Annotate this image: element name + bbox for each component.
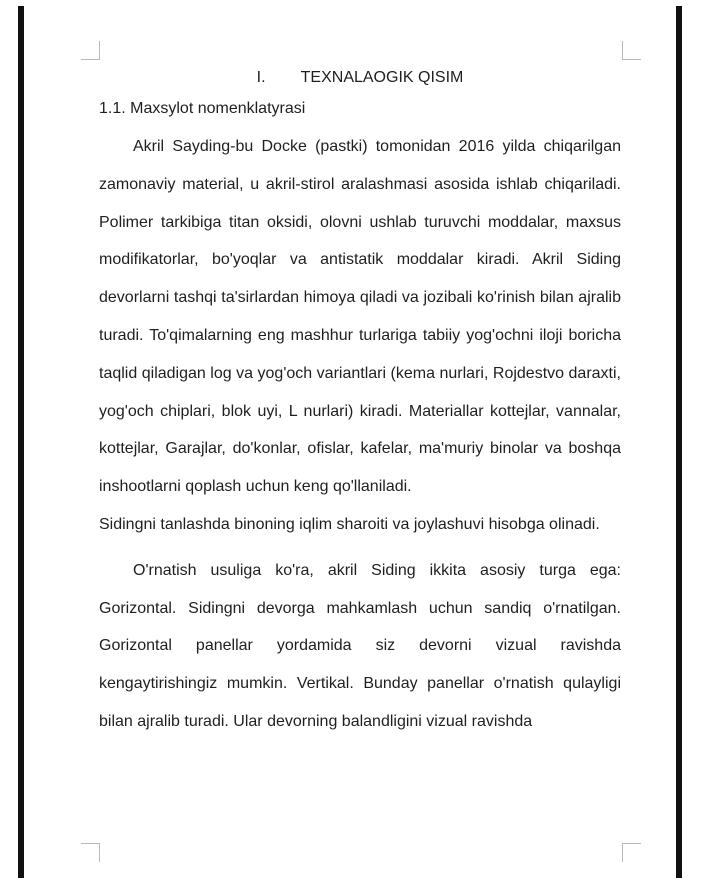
section-title: TEXNALAOGIK QISIM: [300, 69, 464, 86]
subsection-heading: 1.1. Maxsylot nomenklatyrasi: [99, 100, 306, 117]
paragraph-2: Sidingni tanlashda binoning iqlim sharoiti va joylashuvi hisobga olinadi.: [99, 515, 600, 533]
crop-mark-top-right: [622, 41, 641, 60]
section-number: I.: [256, 69, 266, 86]
document-body: [99, 62, 621, 741]
section-heading: [99, 62, 621, 94]
crop-mark-bottom-left: [81, 843, 100, 862]
paragraph-3: O'rnatish usuliga ko'ra, akril Siding ikkita asosiy turga ega: Gorizontal. Sidingni devorga mahkamlash uchun sandiq o'rnatilgan. Gorizontal panellar yordamida siz devorni vizual ravishda kengaytirishingiz mumkin. Vertikal. Bunday panellar o'rnatish qulayligi bilan ajralib turadi. Ular devorning balandligini vizual ravishda: [99, 561, 621, 730]
page-right-edge: [676, 6, 682, 878]
page-left-edge: [18, 6, 24, 878]
crop-mark-bottom-right: [622, 843, 641, 862]
paragraph-1: Akril Sayding-bu Docke (pastki) tomonidan 2016 yilda chiqarilgan zamonaviy material, u akril-stirol aralashmasi asosida ishlab chiqariladi. Polimer tarkibiga titan oksidi, olovni ushlab turuvchi moddalar, maxsus modifikatorlar, bo'yoqlar va antistatik moddalar kiradi. Akril Siding devorlarni tashqi ta'sirlardan himoya qiladi va jozibali ko'rinish bilan ajralib turadi. To'qimalarning eng mashhur turlariga tabiiy yog'ochni iloji boricha taqlid qiladigan log va yog'och variantlari (kema nurlari, Rojdestvo daraxti, yog'och chiplari, blok uyi, L nurlari) kiradi. Materiallar kottejlar, vannalar, kottejlar, Garajlar, do'konlar, ofislar, kafelar, ma'muriy binolar va boshqa inshootlarni qoplash uchun keng qo'llaniladi.: [99, 138, 621, 496]
crop-mark-top-left: [81, 41, 100, 60]
